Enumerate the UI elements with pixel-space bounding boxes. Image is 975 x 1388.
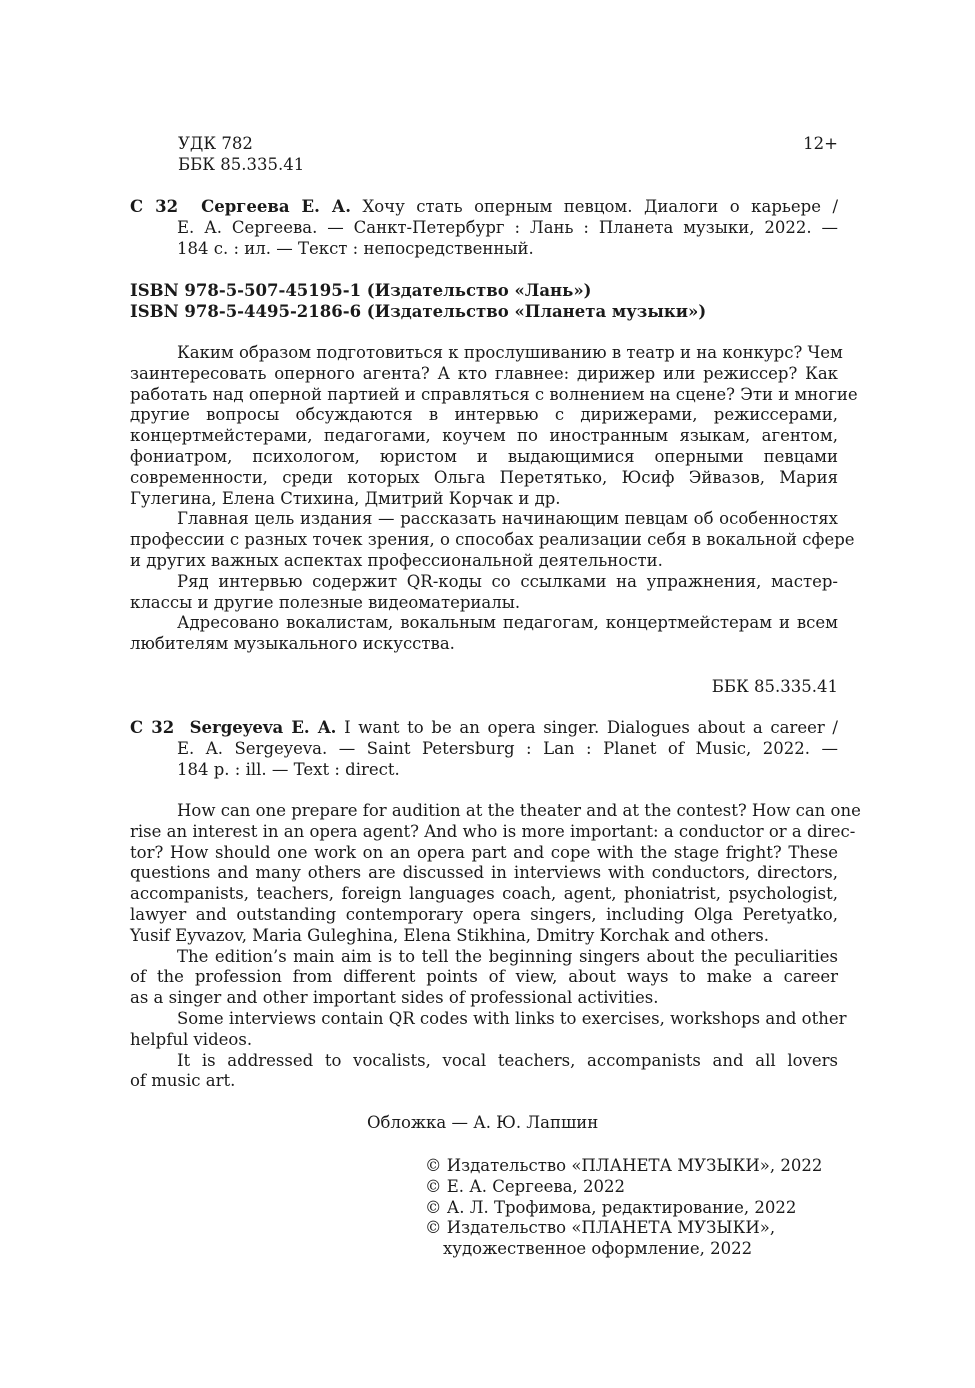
abstract-line: Каким образом подготовиться к прослушиванию в театр и на конкурс? Чем [177,343,843,362]
udk-code: УДК 782 [178,134,253,153]
catalog-author: Сергеева Е. А. [201,197,351,216]
catalog-title: Хочу стать оперным певцом. Диалоги о карьере / [362,197,839,216]
abstract-line: Yusif Eyvazov, Maria Guleghina, Elena Stikhina, Dmitry Korchak and others. [130,925,770,945]
abstract-line: The edition’s main aim is to tell the beginning singers about the peculiarities [177,946,838,966]
catalog-index: С 32 [130,197,179,216]
catalog-line: 184 с. : ил. — Текст : непосредственный. [177,238,534,258]
catalog-line: 184 p. : ill. — Text : direct. [177,759,400,779]
bbk-code: ББК 85.335.41 [178,155,305,174]
abstract-line: Some interviews contain QR codes with links to exercises, workshops and other [177,1008,847,1028]
abstract-line: helpful videos. [130,1029,253,1049]
cover-credit: Обложка — А. Ю. Лапшин [367,1113,599,1132]
copyright-line: © Издательство «ПЛАНЕТА МУЗЫКИ», [425,1218,776,1238]
copyright-block [425,1156,822,1260]
catalog-line: E. A. Sergeyeva. — Saint Petersburg : Lan : Planet of Music, 2022. — [177,738,838,758]
ru-catalog-entry [130,197,838,259]
abstract-line: заинтересовать оперного агента? А кто главнее: дирижер или режиссер? Как [130,363,838,383]
abstract-line: How can one prepare for audition at the theater and at the contest? How can one [177,801,861,820]
abstract-line: as a singer and other important sides of professional activities. [130,988,659,1008]
abstract-line: rise an interest in an opera agent? And who is more important: a conductor or a direc- [130,821,856,841]
copyright-line: художественное оформление, 2022 [443,1239,753,1259]
en-abstract [130,801,861,1092]
abstract-line: работать над оперной партией и справляться с волнением на сцене? Эти и многие [130,384,858,404]
abstract-line: и других важных аспектах профессиональной деятельности. [130,550,663,570]
abstract-line: lawyer and outstanding contemporary opera singers, including Olga Peretyatko, [130,904,838,924]
abstract-line: концертмейстерами, педагогами, коучем по иностранным языкам, агентом, [130,426,838,446]
abstract-line: accompanists, teachers, foreign languages coach, agent, phoniatrist, psychologist, [130,884,838,904]
abstract-line: of the profession from different points of view, about ways to make a career [130,967,838,987]
abstract-line: современности, среди которых Ольга Перетятько, Юсиф Эйвазов, Мария [130,467,838,487]
abstract-line: Адресовано вокалистам, вокальным педагогам, концертмейстерам и всем [177,613,838,633]
copyright-line: © Издательство «ПЛАНЕТА МУЗЫКИ», 2022 [425,1156,823,1175]
bbk-code-right: ББК 85.335.41 [711,677,838,696]
ru-abstract [130,343,858,655]
abstract-line: профессии с разных точек зрения, о способах реализации себя в вокальной сфере [130,530,855,550]
copyright-line: © Е. А. Сергеева, 2022 [425,1176,625,1196]
abstract-line: questions and many others are discussed in interviews with conductors, directors, [130,863,838,883]
abstract-line: It is addressed to vocalists, vocal teachers, accompanists and all lovers [177,1050,838,1070]
abstract-line: Гулегина, Елена Стихина, Дмитрий Корчак и др. [130,488,561,508]
catalog-author: Sergeyeva E. A. [189,718,337,737]
catalog-line: Е. А. Сергеева. — Санкт-Петербург : Лань : Планета музыки, 2022. — [177,217,838,237]
isbn-line: ISBN 978-5-4495-2186-6 (Издательство «Планета музыки») [130,302,707,321]
abstract-line: фониатром, психологом, юристом и выдающимися оперными певцами [130,446,838,466]
abstract-line: Главная цель издания — рассказать начинающим певцам об особенностях [177,509,838,529]
age-rating: 12+ [803,134,838,153]
abstract-line: Ряд интервью содержит QR-коды со ссылками на упражнения, мастер- [177,571,838,591]
abstract-line: tor? How should one work on an opera part and cope with the stage fright? These [130,842,838,862]
abstract-line: любителям музыкального искусства. [130,634,455,654]
isbn-line: ISBN 978-5-507-45195-1 (Издательство «Лань») [130,281,592,300]
abstract-line: другие вопросы обсуждаются в интервью с дирижерами, режиссерами, [130,405,838,425]
abstract-line: классы и другие полезные видеоматериалы. [130,592,521,612]
copyright-line: © А. Л. Трофимова, редактирование, 2022 [425,1197,797,1217]
abstract-line: of music art. [130,1071,236,1091]
catalog-index: С 32 [130,718,175,737]
catalog-title: I want to be an opera singer. Dialogues about a career / [344,718,838,737]
en-catalog-entry [130,718,838,780]
